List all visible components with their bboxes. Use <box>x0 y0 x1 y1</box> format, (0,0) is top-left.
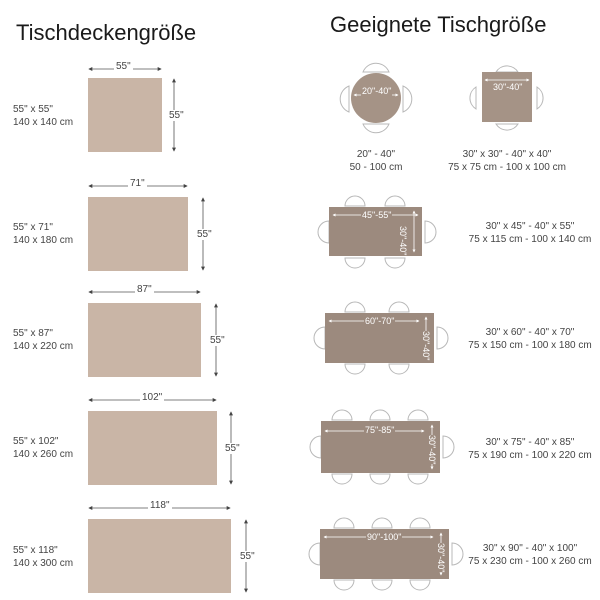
chair-icon <box>332 474 352 484</box>
row-2-cloth-label-cm: 140 x 180 cm <box>13 235 74 246</box>
chair-icon <box>425 221 436 243</box>
row-4-cloth-label-cm: 140 x 260 cm <box>13 449 74 460</box>
chair-icon <box>408 410 428 420</box>
row-3-cloth-label-cm: 140 x 220 cm <box>13 341 74 352</box>
row-3-table-caption-in: 30" x 60" - 40" x 70" <box>485 327 575 338</box>
chair-icon <box>345 258 365 268</box>
round-table-caption-in: 20" - 40" <box>356 149 396 160</box>
chair-icon <box>372 580 392 590</box>
chair-icon <box>437 327 448 349</box>
chair-icon <box>537 87 543 109</box>
chair-icon <box>410 580 430 590</box>
row-3-height-dim: 55" <box>210 335 225 346</box>
row-4-table-caption-in: 30" x 75" - 40" x 85" <box>485 437 575 448</box>
round-table-group <box>340 63 412 133</box>
chair-icon <box>443 436 454 458</box>
row-3-table-caption-cm: 75 x 150 cm - 100 x 180 cm <box>468 340 592 351</box>
row-4-table-dim-short: 30"-40" <box>427 435 437 465</box>
row-4-cloth-label-in: 55" x 102" <box>13 436 59 447</box>
row-3-width-dim: 87" <box>137 284 152 295</box>
chair-icon <box>345 302 365 312</box>
row-2-table-dim-short: 30"-40" <box>398 226 408 256</box>
row-4-height-dim: 55" <box>225 443 240 454</box>
square-table-caption <box>447 148 567 174</box>
chair-icon <box>370 410 390 420</box>
chair-icon <box>389 302 409 312</box>
chair-icon <box>318 221 329 243</box>
chair-icon <box>340 86 349 112</box>
chair-icon <box>408 474 428 484</box>
chair-icon <box>314 327 325 349</box>
chair-icon <box>345 364 365 374</box>
row-1-cloth-label-in: 55" x 55" <box>13 104 53 115</box>
row-5-height-dim: 55" <box>240 551 255 562</box>
square-table-group <box>470 66 543 130</box>
round-table <box>351 73 401 123</box>
row-5-cloth-label-in: 55" x 118" <box>13 545 58 556</box>
square-table-caption-in: 30" x 30" - 40" x 40" <box>462 149 552 160</box>
chair-icon <box>309 543 320 565</box>
chair-icon <box>310 436 321 458</box>
chair-icon <box>496 66 518 72</box>
row-3-table-dim-short: 30"-40" <box>421 331 431 361</box>
chair-icon <box>334 580 354 590</box>
row-4-table-dim-long: 75"-85" <box>365 425 395 435</box>
row-5-table-dim-short: 30"-40" <box>436 543 446 573</box>
chair-icon <box>345 196 365 206</box>
row-5-table-caption-cm: 75 x 230 cm - 100 x 260 cm <box>468 556 592 567</box>
row-2-table-caption-in: 30" x 45" - 40" x 55" <box>485 221 575 232</box>
row-2-table-dim-long: 45"-55" <box>362 210 392 220</box>
row-3-table-dim-long: 60"-70" <box>365 316 395 326</box>
row-1-cloth-label-cm: 140 x 140 cm <box>13 117 74 128</box>
row-2-table-group <box>318 196 436 268</box>
heading-table-size: Geeignete Tischgröße <box>330 12 547 37</box>
row-2-table-caption <box>460 220 600 246</box>
chair-icon <box>389 364 409 374</box>
row-5-table-caption-in: 30" x 90" - 40" x 100" <box>482 543 578 554</box>
row-3-table-caption <box>460 326 600 352</box>
chair-icon <box>496 124 518 130</box>
chair-icon <box>370 474 390 484</box>
chair-icon <box>332 410 352 420</box>
row-5-table-dim-long: 90"-100" <box>367 532 402 542</box>
heading-tablecloth-size: Tischdeckengröße <box>16 20 197 45</box>
square-table <box>482 72 532 122</box>
row-4-width-dim: 102" <box>142 392 163 403</box>
square-table-caption-cm: 75 x 75 cm - 100 x 100 cm <box>448 162 566 173</box>
round-table-dim: 20"-40" <box>362 86 392 96</box>
chair-icon <box>385 258 405 268</box>
row-5-cloth-label-cm: 140 x 300 cm <box>13 558 74 569</box>
square-table-dim: 30"-40" <box>493 82 523 92</box>
chair-icon <box>334 518 354 528</box>
round-table-caption <box>326 148 426 174</box>
chair-icon <box>372 518 392 528</box>
row-1-height-dim: 55" <box>169 110 184 121</box>
chair-icon <box>385 196 405 206</box>
row-4-table-caption <box>460 436 600 462</box>
row-2-width-dim: 71" <box>130 178 145 189</box>
row-1-width-dim: 55" <box>116 61 131 72</box>
chair-icon <box>363 124 389 133</box>
row-5-width-dim: 118" <box>150 500 170 511</box>
round-table-caption-cm: 50 - 100 cm <box>349 162 403 173</box>
chair-icon <box>410 518 430 528</box>
row-2-table-caption-cm: 75 x 115 cm - 100 x 140 cm <box>468 234 592 245</box>
chair-icon <box>403 86 412 112</box>
row-5-table-caption <box>460 542 600 568</box>
row-2-height-dim: 55" <box>197 229 212 240</box>
row-4-table-caption-cm: 75 x 190 cm - 100 x 220 cm <box>468 450 592 461</box>
chair-icon <box>470 87 476 109</box>
chair-icon <box>363 63 389 72</box>
row-2-cloth-label-in: 55" x 71" <box>13 222 53 233</box>
row-3-cloth-label-in: 55" x 87" <box>13 328 53 339</box>
